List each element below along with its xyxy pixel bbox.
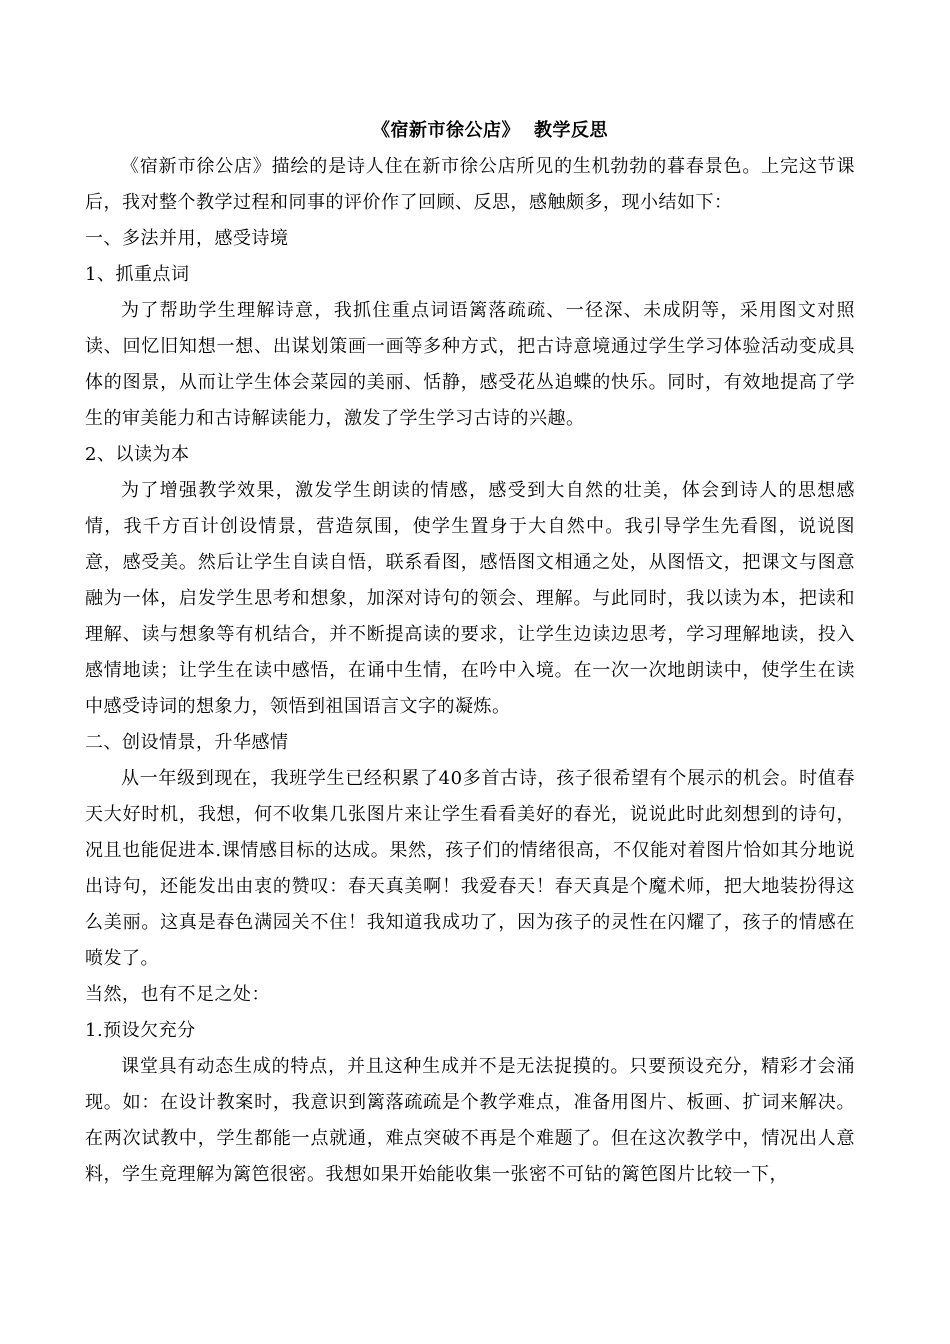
section-1-heading: 一、多法并用，感受诗境 [85, 228, 289, 249]
point-1-paragraph: 课堂具有动态生成的特点，并且这种生成并不是无法捉摸的。只要预设充分，精彩才会涌现。如：在设计教案时，我意识到篱落疏疏是个教学难点，准备用图片、板画、扩词来解决。在两次试教中，学生都能一点就通，难点突破不再是个难题了。但在这次教学中，情况出人意料，学生竟理解为篱笆很密。我想如果开始能收集一张密不可钻的篱笆图片比较一下， [85, 1056, 855, 1185]
point-1-heading: 1.预设欠充分 [85, 1020, 196, 1041]
section-2-paragraph: 从一年级到现在，我班学生已经积累了40多首古诗，孩子很希望有个展示的机会。时值春天大好时机，我想，何不收集几张图片来让学生看看美好的春光，说说此时此刻想到的诗句，况且也能促进本.课情感目标的达成。果然，孩子们的情绪很高，不仅能对着图片恰如其分地说出诗句，还能发出由衷的赞叹：春天真美啊！我爱春天！春天真是个魔术师，把大地装扮得这么美丽。这真是春色满园关不住！我知道我成功了，因为孩子的灵性在闪耀了，孩子的情感在喷发了。 [85, 768, 855, 969]
subsection-1-heading: 1、抓重点词 [85, 264, 190, 285]
section-2-heading: 二、创设情景，升华感情 [85, 732, 289, 753]
title-poem-name: 《宿新市徐公店》 [372, 120, 520, 141]
subsection-2-heading: 2、以读为本 [85, 444, 190, 465]
shortcoming-intro: 当然，也有不足之处： [85, 984, 270, 1005]
subsection-2-paragraph: 为了增强教学效果，激发学生朗读的情感，感受到大自然的壮美，体会到诗人的思想感情，我千方百计创设情景，营造氛围，使学生置身于大自然中。我引导学生先看图，说说图意，感受美。然后让学生自读自悟，联系看图，感悟图文相通之处，从图悟文，把课文与图意融为一体，启发学生思考和想象，加深对诗句的领会、理解。与此同时，我以读为本，把读和理解、读与想象等有机结合，并不断提高读的要求，让学生边读边思考，学习理解地读，投入感情地读；让学生在读中感悟，在诵中生情，在吟中入境。在一次一次地朗读中，使学生在读中感受诗词的想象力，领悟到祖国语言文字的凝炼。 [85, 480, 855, 717]
subsection-1-paragraph: 为了帮助学生理解诗意，我抓住重点词语篱落疏疏、一径深、未成阴等，采用图文对照读、回忆旧知想一想、出谋划策画一画等多种方式，把古诗意境通过学生学习体验活动变成具体的图景，从而让学生体会菜园的美丽、恬静，感受花丛追蝶的快乐。同时，有效地提高了学生的审美能力和古诗解读能力，激发了学生学习古诗的兴趣。 [85, 300, 855, 429]
title-suffix: 教学反思 [534, 120, 608, 141]
intro-paragraph: 《宿新市徐公店》描绘的是诗人住在新市徐公店所见的生机勃勃的暮春景色。上完这节课后，我对整个教学过程和同事的评价作了回顾、反思，感触颇多，现小结如下： [85, 156, 855, 213]
document-page [85, 113, 855, 1193]
document-title [85, 113, 855, 149]
